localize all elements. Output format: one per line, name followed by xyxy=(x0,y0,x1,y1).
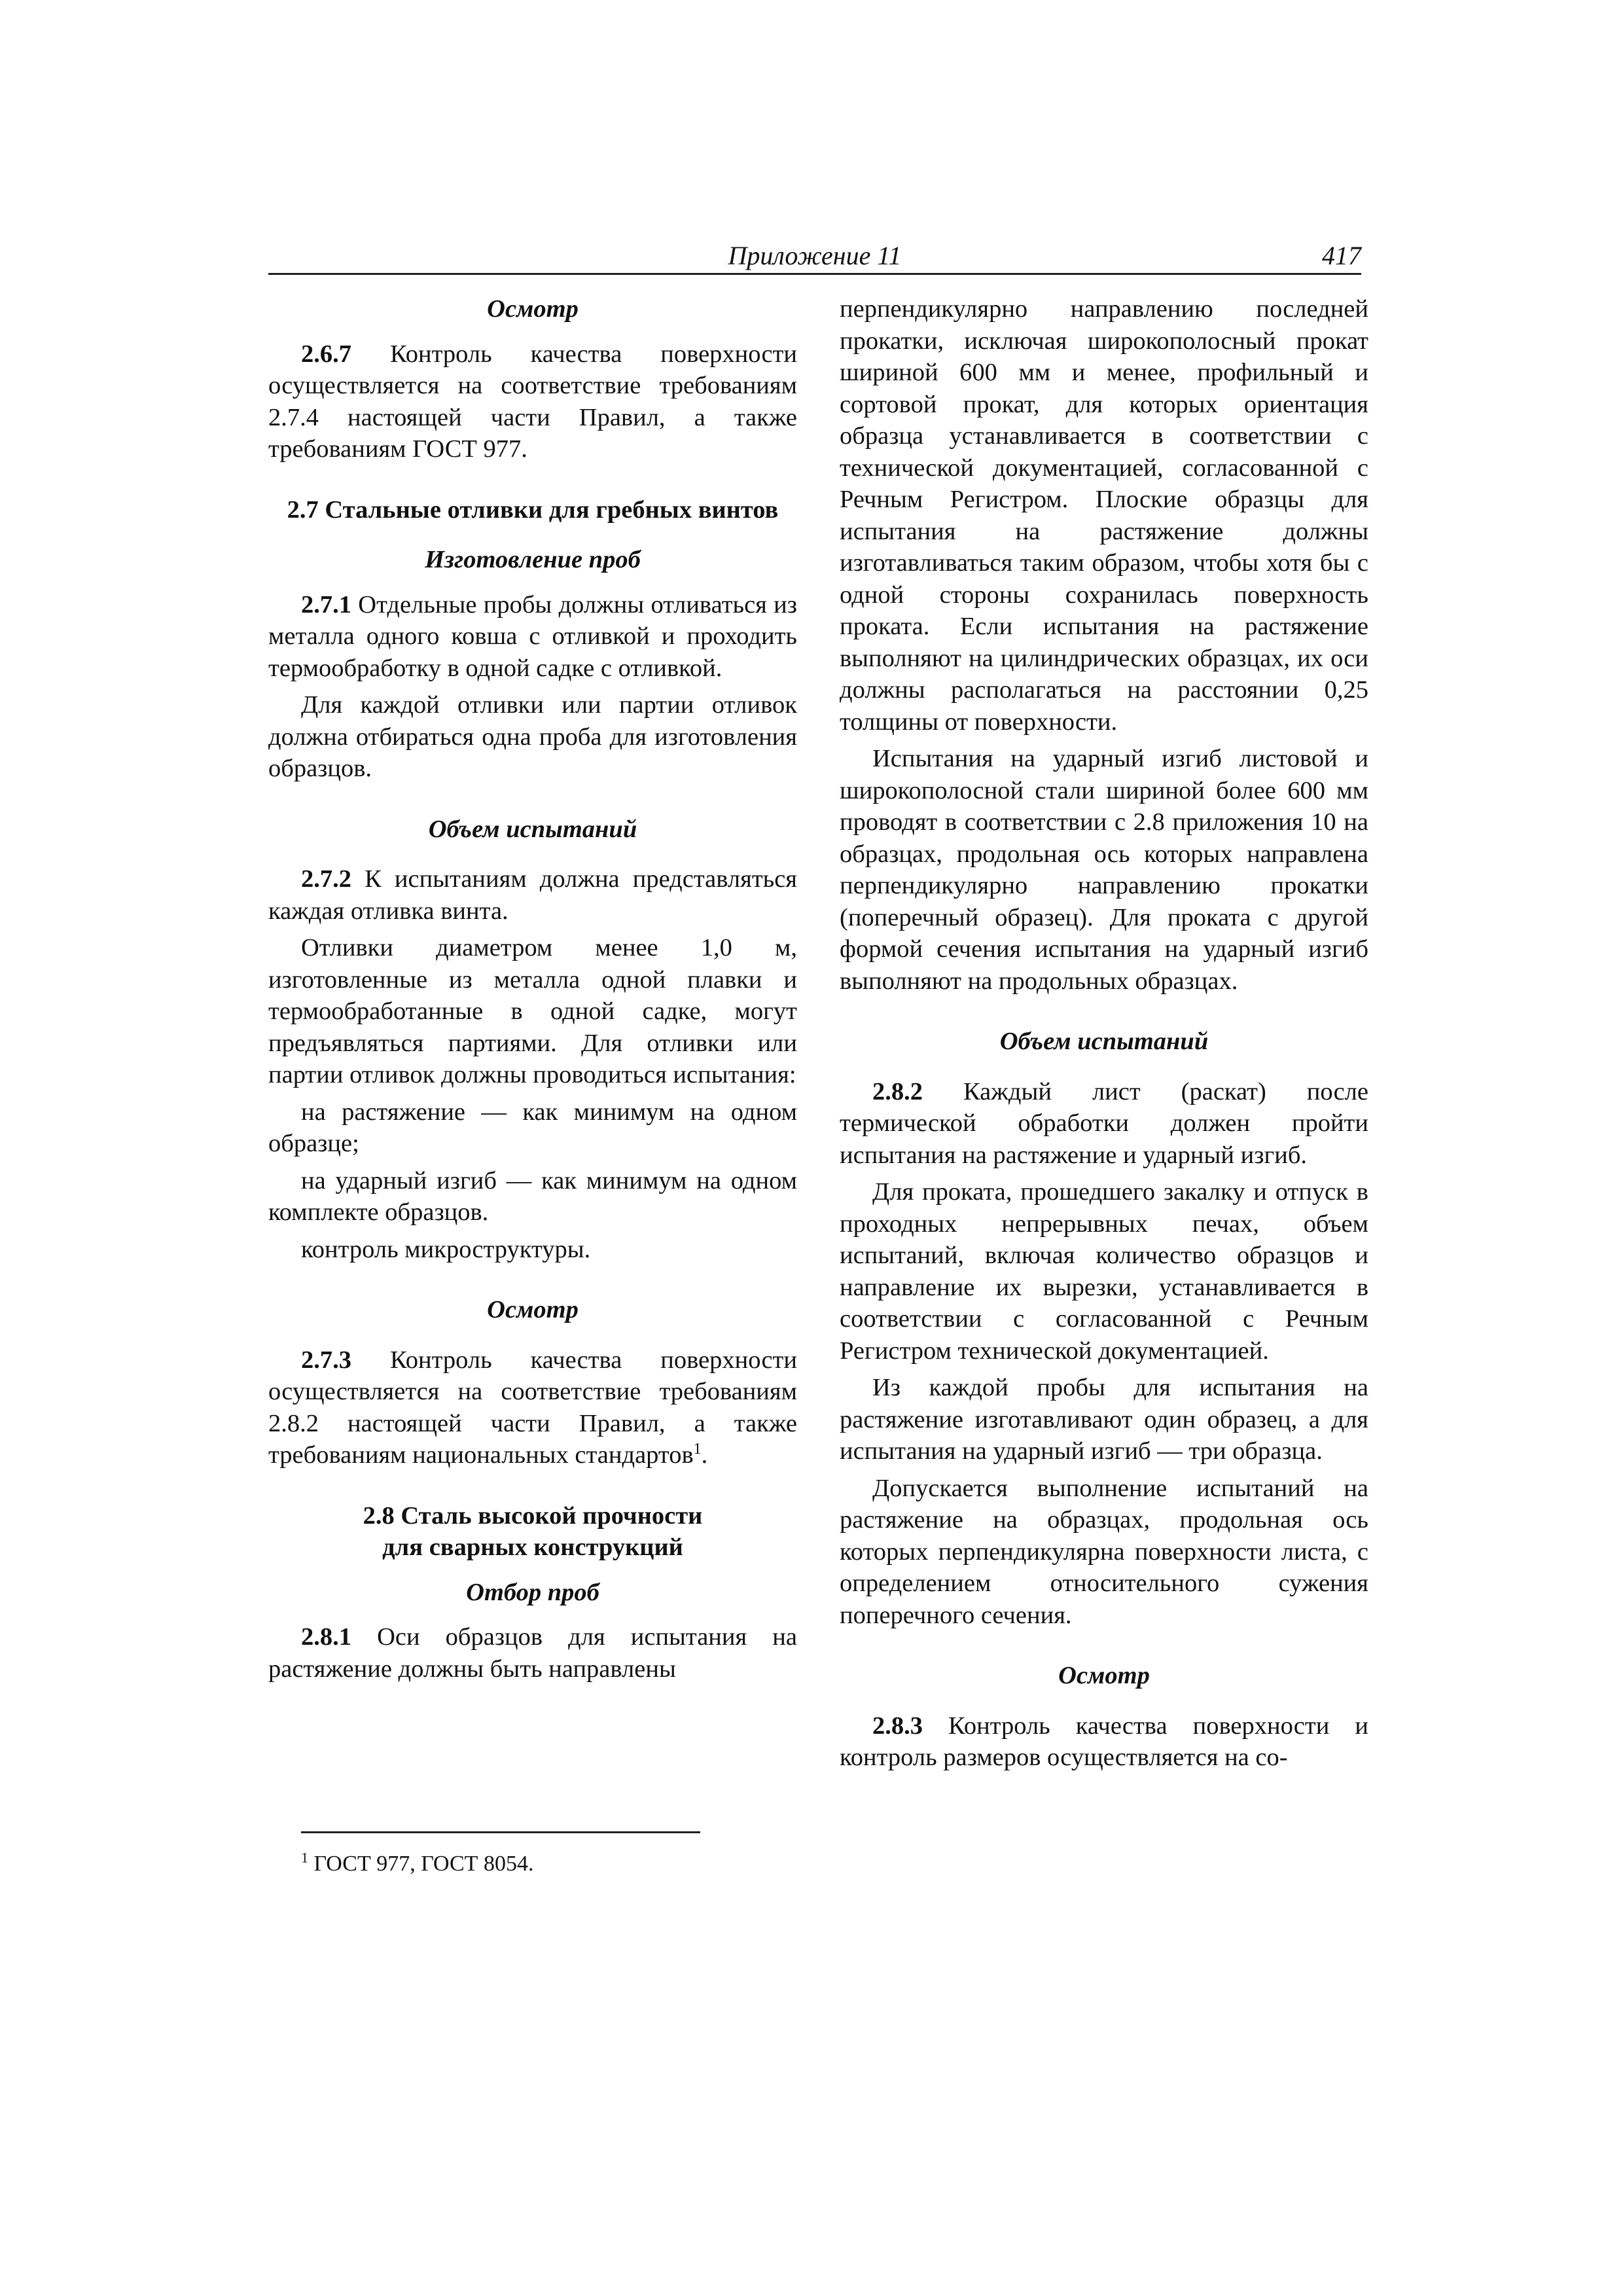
subheading-osmotr: Осмотр xyxy=(1058,1662,1150,1689)
paragraph-continuation: перпендикулярно направлению последней прокатки, исключая широкополосный прокат шириной 600 мм и менее, профильный и сортовой прокат, для которых ориентация образца устанавливается в соответствии с технической документацией, согласованной с Речным Регистром. Плоские образцы для испытания на растяжение должны изготавливаться таким образом, чтобы хотя бы с одной стороны сохранилась поверхность проката. Если испытания на растяжение выполняют на цилиндрических образцах, их оси должны располагаться на расстоянии 0,25 толщины от поверхности. xyxy=(840,295,1368,736)
paragraph: Испытания на ударный изгиб листовой и широкополосной стали шириной более 600 мм проводят в соответствии с 2.8 приложения 10 на образцах, продольная ось которых направлена перпендикулярно направлению прокатки (поперечный образец). Для проката с другой формой сечения испытания на ударный изгиб выполняют на продольных образцах. xyxy=(840,745,1368,995)
clause-number: 2.7.1 xyxy=(301,590,351,619)
paragraph: Из каждой пробы для испытания на растяжение изготавливают один образец, а для испытания на ударный изгиб — три образца. xyxy=(840,1374,1368,1465)
paragraph-text: Отдельные пробы должны отливаться из металла одного ковша с отливкой и проходить термообработку в одной садке с отливкой. xyxy=(268,590,797,682)
paragraph-2-8-3 xyxy=(840,1710,1368,1774)
footnote-ref: 1 xyxy=(693,1441,702,1458)
clause-number: 2.8.3 xyxy=(872,1712,923,1740)
paragraph-2-7-3 xyxy=(268,1344,797,1471)
paragraph-2-8-2 xyxy=(840,1076,1368,1172)
clause-number: 2.8.1 xyxy=(301,1623,351,1651)
right-column xyxy=(840,293,1368,1774)
clause-number: 2.7.3 xyxy=(301,1346,351,1374)
subheading-izgotovlenie: Изготовление проб xyxy=(425,546,641,573)
footnote-mark: 1 xyxy=(301,1849,308,1866)
section-heading-2-7: 2.7 Стальные отливки для гребных винтов xyxy=(287,495,779,524)
clause-number: 2.7.2 xyxy=(301,865,351,893)
section-heading-2-8-line2: для сварных конструкций xyxy=(382,1534,683,1561)
paragraph: Допускается выполнение испытаний на растяжение на образцах, продольная ось которых перпендикулярна поверхности листа, с определением относительного сужения поперечного сечения. xyxy=(840,1474,1368,1629)
header-title: Приложение 11 xyxy=(728,241,902,270)
paragraph-text: Каждый лист (раскат) после термической обработки должен пройти испытания на растяжение и ударный изгиб. xyxy=(840,1077,1368,1169)
paragraph: контроль микроструктуры. xyxy=(301,1235,591,1263)
footnote-separator xyxy=(301,1831,700,1833)
paragraph-text-end: . xyxy=(701,1441,708,1469)
subheading-osmotr: Осмотр xyxy=(487,1296,579,1323)
paragraph-2-8-1 xyxy=(268,1621,797,1685)
paragraph: Для проката, прошедшего закалку и отпуск в проходных непрерывных печах, объем испытаний, включая количество образцов и направление их вырезки, устанавливается в соответствии с согласованной с Речным Регистром технической документацией. xyxy=(840,1178,1368,1365)
paragraph-2-6-7 xyxy=(268,338,797,465)
subheading-obem: Объем испытаний xyxy=(428,815,637,843)
paragraph-text: Контроль качества поверхности осуществляется на соответствие требованиям 2.8.2 настоящей части Правил, а также требованиям национальных стандартов xyxy=(268,1346,797,1469)
paragraph-text: Контроль качества поверхности осуществляется на соответствие требованиям 2.7.4 настоящей части Правил, а также требованиям ГОСТ 977. xyxy=(268,340,797,463)
paragraph-2-7-2 xyxy=(268,863,797,927)
paragraph-text: К испытаниям должна представляться каждая отливка винта. xyxy=(268,865,797,925)
paragraph: на ударный изгиб — как минимум на одном комплекте образцов. xyxy=(268,1166,797,1226)
paragraph: Отливки диаметром менее 1,0 м, изготовленные из металла одной плавки и термообработанные в одной садке, могут предъявляться партиями. Для отливки или партии отливок должны проводиться испытания: xyxy=(268,934,797,1088)
page-number: 417 xyxy=(1322,241,1361,270)
subheading-otbor: Отбор проб xyxy=(466,1578,599,1606)
subheading-osmotr: Осмотр xyxy=(487,295,579,323)
clause-number: 2.8.2 xyxy=(872,1077,923,1105)
section-heading-2-8-line1: 2.8 Сталь высокой прочности xyxy=(363,1501,703,1530)
footnote-text: ГОСТ 977, ГОСТ 8054. xyxy=(308,1852,534,1876)
paragraph: Для каждой отливки или партии отливок должна отбираться одна проба для изготовления образцов. xyxy=(268,691,797,782)
paragraph-text: Контроль качества поверхности и контроль размеров осуществляется на со- xyxy=(840,1712,1368,1771)
clause-number: 2.6.7 xyxy=(301,340,351,368)
footnote xyxy=(301,1851,533,1877)
paragraph-2-7-1 xyxy=(268,589,797,685)
running-header xyxy=(268,239,1361,275)
paragraph: на растяжение — как минимум на одном образце; xyxy=(268,1098,797,1157)
left-column xyxy=(268,293,797,1685)
subheading-obem: Объем испытаний xyxy=(999,1028,1209,1055)
paragraph-text: Оси образцов для испытания на растяжение должны быть направлены xyxy=(268,1623,797,1683)
